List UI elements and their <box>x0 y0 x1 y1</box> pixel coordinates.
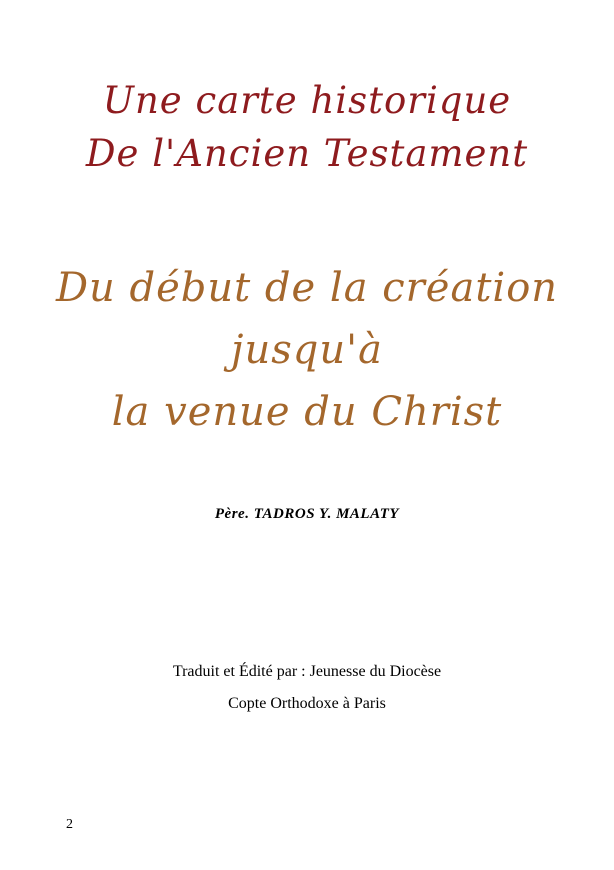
book-subtitle-line-2: la venue du Christ <box>111 389 503 435</box>
book-subtitle-line-1: Du début de la création jusqu'à <box>55 265 559 373</box>
publisher-credit-line-2: Copte Orthodoxe à Paris <box>228 695 386 712</box>
book-subtitle <box>0 257 614 443</box>
book-title-line-2: De l'Ancien Testament <box>85 132 529 175</box>
book-title <box>0 74 614 180</box>
publisher-credit-line-1: Traduit et Édité par : Jeunesse du Diocèse <box>172 663 442 680</box>
book-title-line-1: Une carte historique <box>102 79 512 122</box>
author-line: Père. TADROS Y. MALATY <box>214 506 400 522</box>
publisher-credit <box>0 656 614 720</box>
page-number: 2 <box>66 817 73 832</box>
